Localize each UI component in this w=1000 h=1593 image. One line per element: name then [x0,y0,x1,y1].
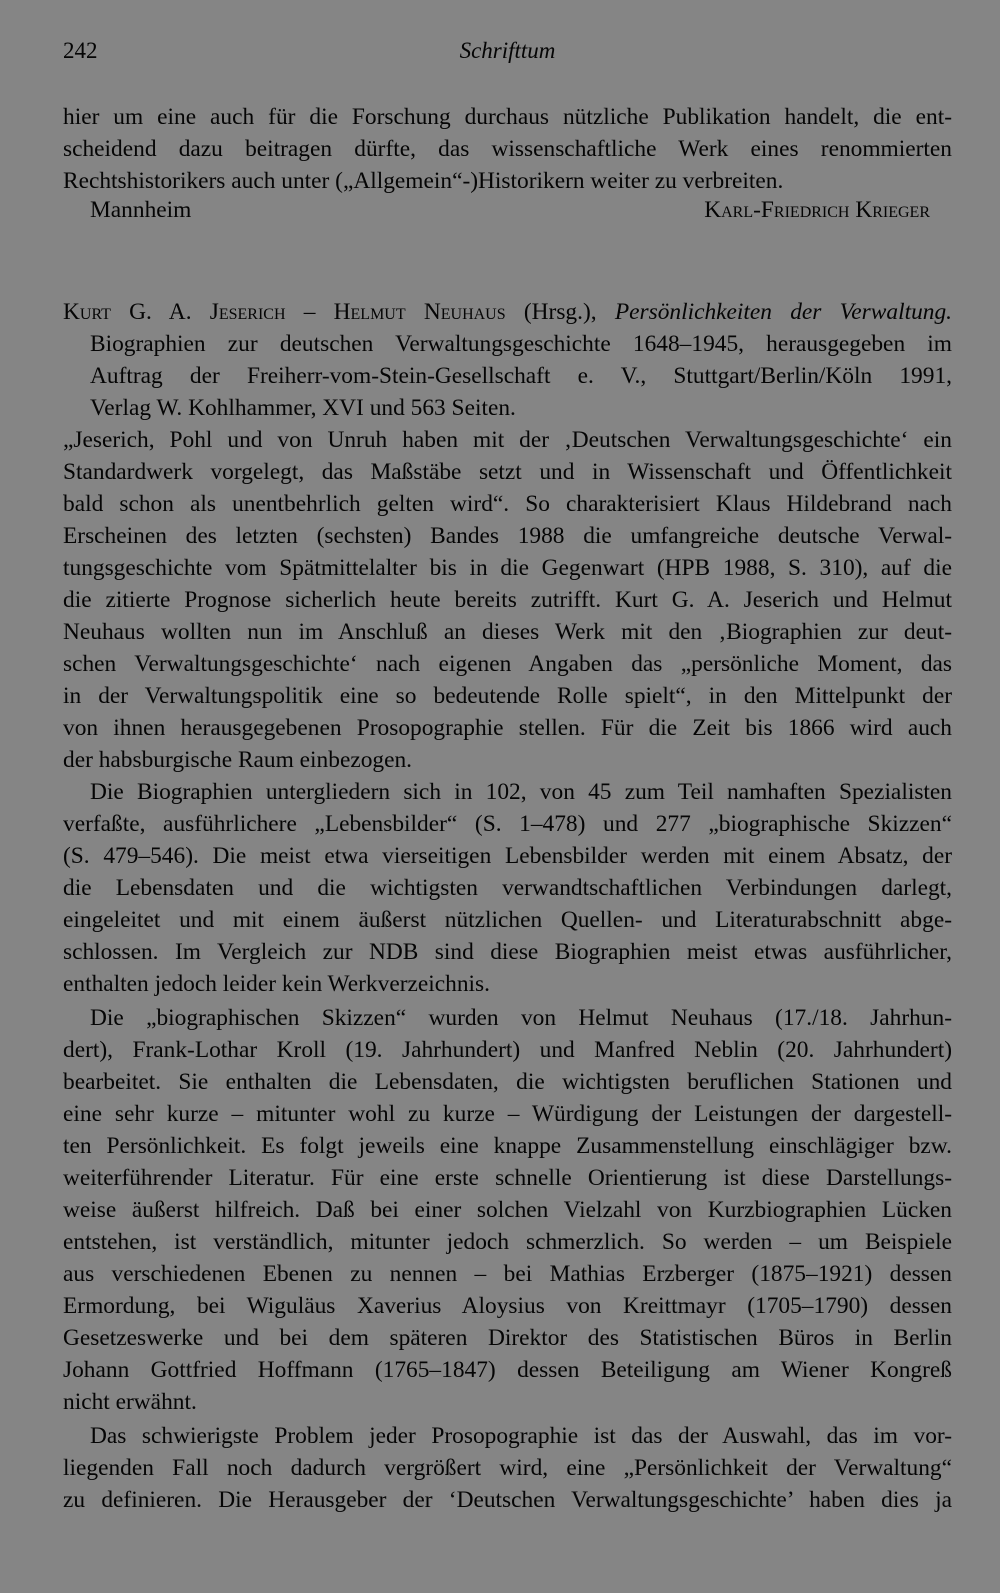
text-line: „Jeserich, Pohl und von Unruh haben mit der ‚Deutschen Verwaltungsgeschichte‘ ein [63,427,952,453]
text-line: von ihnen herausgegebenen Prosopographie stellen. Für die Zeit bis 1866 wird auch [63,715,952,741]
text-line: bearbeitet. Sie enthalten die Lebensdaten, die wichtigsten beruflichen Stationen und [63,1069,952,1095]
text-line: entstehen, ist verständlich, mitunter jedoch schmerzlich. So werden – um Beispiele [63,1229,952,1255]
text-line: weise äußerst hilfreich. Daß bei einer solchen Vielzahl von Kurzbiographien Lücken [63,1197,952,1223]
text-line: (S. 479–546). Die meist etwa vierseitigen Lebensbilder werden mit einem Absatz, der [63,843,952,869]
citation-authors: Kurt G. A. Jeserich – Helmut Neuhaus [63,299,506,325]
text-line: zu definieren. Die Herausgeber der ‘Deutschen Verwaltungsgeschichte’ haben dies ja [63,1487,952,1513]
paragraph-start-line: Die Biographien untergliedern sich in 102, von 45 zum Teil namhaften Spezialisten [90,779,952,805]
running-head: Schrifttum [459,38,556,63]
text-line: verfaßte, ausführlichere „Lebensbilder“ (S. 1–478) und 277 „biographische Skizzen“ [63,811,952,837]
reviewer-name: Karl-Friedrich Krieger [704,197,930,223]
citation-line: Biographien zur deutschen Verwaltungsgeschichte 1648–1945, herausgegeben im [90,331,952,357]
text-line: nicht erwähnt. [63,1389,197,1415]
text-line: scheidend dazu beitragen dürfte, das wissenschaftliche Werk eines renommierten [63,136,952,162]
paragraph-start-line: Das schwierigste Problem jeder Prosopographie ist das der Auswahl, das im vor- [90,1423,952,1449]
text-line: enthalten jedoch leider kein Werkverzeichnis. [63,971,490,997]
citation-editor-note: (Hrsg.), [505,299,615,325]
text-line: eingeleitet und mit einem äußerst nützlichen Quellen- und Literaturabschnitt abge- [63,907,952,933]
text-line: liegenden Fall noch dadurch vergrößert wird, eine „Persönlichkeit der Verwaltung“ [63,1455,952,1481]
citation-first-line [63,296,952,328]
text-line: Gesetzeswerke und bei dem späteren Direktor des Statistischen Büros in Berlin [63,1325,952,1351]
text-line: Neuhaus wollten nun im Anschluß an dieses Werk mit den ‚Biographien zur deut- [63,619,952,645]
citation-line: Verlag W. Kohlhammer, XVI und 563 Seiten. [90,395,516,421]
text-line: der habsburgische Raum einbezogen. [63,747,413,773]
text-line: Erscheinen des letzten (sechsten) Bandes 1988 die umfangreiche deutsche Verwal- [63,523,952,549]
text-line: tungsgeschichte vom Spätmittelalter bis in die Gegenwart (HPB 1988, S. 310), auf die [63,555,952,581]
text-line: die zitierte Prognose sicherlich heute bereits zutrifft. Kurt G. A. Jeserich und Helmut [63,587,952,613]
text-line: bald schon als unentbehrlich gelten wird“. So charakterisiert Klaus Hildebrand nach [63,491,952,517]
text-line: schen Verwaltungsgeschichte‘ nach eigenen Angaben das „persönliche Moment, das [63,651,952,677]
citation-title: Persönlichkeiten der Verwaltung. [614,299,953,325]
page-number: 242 [63,38,98,63]
text-line: in der Verwaltungspolitik eine so bedeutende Rolle spielt“, in den Mittelpunkt der [63,683,952,709]
text-line: Standardwerk vorgelegt, das Maßstäbe setzt und in Wissenschaft und Öffentlichkeit [63,459,952,485]
paragraph-start-line: Die „biographischen Skizzen“ wurden von Helmut Neuhaus (17./18. Jahrhun- [90,1005,952,1031]
citation-line: Auftrag der Freiherr-vom-Stein-Gesellschaft e. V., Stuttgart/Berlin/Köln 1991, [90,363,952,389]
text-line: eine sehr kurze – mitunter wohl zu kurze – Würdigung der Leistungen der dargestell- [63,1101,952,1127]
page-header [63,38,952,68]
text-line: ten Persönlichkeit. Es folgt jeweils eine knappe Zusammenstellung einschlägiger bzw. [63,1133,952,1159]
text-line: weiterführender Literatur. Für eine erste schnelle Orientierung ist diese Darstellungs- [63,1165,952,1191]
text-line: die Lebensdaten und die wichtigsten verwandtschaftlichen Verbindungen darlegt, [63,875,952,901]
text-line: dert), Frank-Lothar Kroll (19. Jahrhundert) und Manfred Neblin (20. Jahrhundert) [63,1037,952,1063]
reviewer-place: Mannheim [90,197,192,223]
text-line: Johann Gottfried Hoffmann (1765–1847) dessen Beteiligung am Wiener Kongreß [63,1357,952,1383]
text-line: Ermordung, bei Wiguläus Xaverius Aloysius von Kreittmayr (1705–1790) dessen [63,1293,952,1319]
text-line: hier um eine auch für die Forschung durchaus nützliche Publikation handelt, die ent- [63,104,952,130]
text-line: aus verschiedenen Ebenen zu nennen – bei Mathias Erzberger (1875–1921) dessen [63,1261,952,1287]
text-line: schlossen. Im Vergleich zur NDB sind diese Biographien meist etwas ausführlicher, [63,939,952,965]
text-line: Rechtshistorikers auch unter („Allgemein“-)Historikern weiter zu verbreiten. [63,168,784,194]
